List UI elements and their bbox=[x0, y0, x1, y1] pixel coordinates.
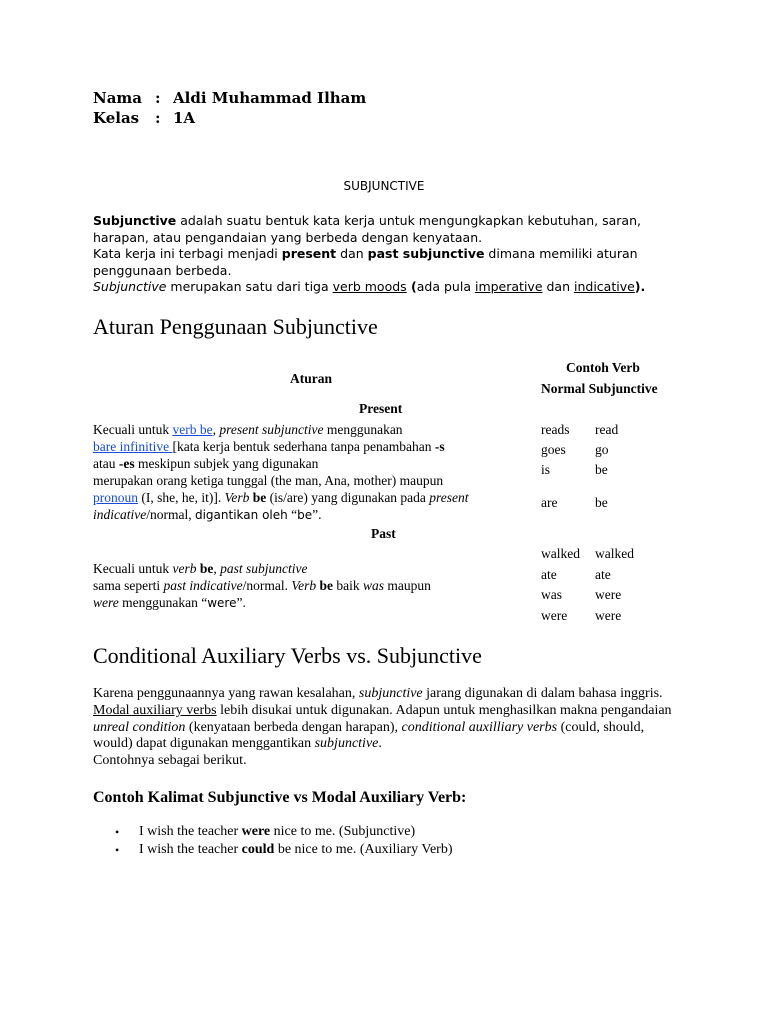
intro-section bbox=[93, 213, 683, 296]
bullet-icon: • bbox=[115, 825, 120, 839]
paren: ). bbox=[634, 279, 646, 295]
text: menggunakan “ bbox=[118, 595, 208, 610]
intro-term: Subjunctive bbox=[93, 213, 177, 228]
verb-row bbox=[541, 546, 661, 564]
text: Kecuali untuk bbox=[93, 422, 173, 437]
verb-normal: are bbox=[541, 495, 558, 510]
kelas-separator: : bbox=[155, 109, 161, 127]
text: merupakan orang ketiga tunggal (the man, Ana, mother) maupun bbox=[93, 473, 444, 488]
paren: ( bbox=[406, 279, 417, 295]
text: were bbox=[207, 596, 237, 610]
text: Kecuali untuk bbox=[93, 561, 173, 576]
examples-heading: Contoh Kalimat Subjunctive vs Modal Auxiliary Verb: bbox=[93, 789, 467, 806]
bullet-icon: • bbox=[115, 843, 120, 857]
text: present subjunctive bbox=[219, 422, 324, 437]
text: dimana memiliki aturan penggunaan berbeda. bbox=[93, 246, 638, 278]
text: ”. bbox=[236, 595, 246, 610]
verb-normal: was bbox=[541, 587, 562, 602]
text: (could, should, would) dapat digunakan menggantikan bbox=[93, 719, 645, 752]
conditional-paragraph bbox=[93, 686, 683, 770]
verb-row bbox=[541, 422, 661, 440]
text: I wish the teacher bbox=[139, 842, 242, 857]
link-verb-be[interactable]: verb be bbox=[172, 422, 213, 437]
verb-subjunctive: be bbox=[595, 462, 608, 477]
text: Verb bbox=[291, 578, 317, 593]
verb-normal: is bbox=[541, 462, 551, 477]
col-header-contoh-verb: Contoh Verb bbox=[566, 360, 640, 375]
text: subjunctive bbox=[358, 686, 423, 701]
nama-separator: : bbox=[155, 89, 161, 107]
text: /normal. bbox=[242, 578, 292, 593]
text: jarang digunakan di dalam bahasa inggris. bbox=[422, 686, 663, 701]
verb-subjunctive: ate bbox=[595, 567, 611, 582]
text: past indicative bbox=[163, 578, 243, 593]
term-indicative: indicative bbox=[573, 279, 635, 295]
text: be bbox=[319, 578, 333, 593]
text: be bbox=[297, 508, 313, 522]
text: be bbox=[199, 561, 214, 576]
text: ”. bbox=[312, 507, 322, 522]
present-rule bbox=[93, 421, 533, 524]
text: could bbox=[241, 842, 275, 857]
text: , bbox=[212, 422, 220, 437]
past-rule bbox=[93, 560, 533, 612]
document-title: SUBJUNCTIVE bbox=[343, 179, 425, 193]
intro-paragraph-2 bbox=[93, 246, 683, 279]
verb-normal: goes bbox=[541, 442, 566, 457]
text: lebih disukai untuk digunakan. Adapun untuk menghasilkan makna pengandaian bbox=[216, 702, 672, 718]
kelas-line bbox=[93, 108, 366, 128]
term-imperative: imperative bbox=[474, 279, 543, 295]
verb-row bbox=[541, 587, 661, 605]
text: were bbox=[241, 824, 271, 839]
text: ada pula bbox=[416, 279, 475, 295]
text: Contohnya sebagai berikut. bbox=[93, 753, 247, 769]
link-bare-infinitive[interactable]: bare infinitive bbox=[93, 439, 173, 454]
verb-normal: walked bbox=[541, 546, 580, 561]
intro-text: adalah suatu bentuk kata kerja untuk mengungkapkan kebutuhan, saran, harapan, atau pengandaian yang berbeda dengan kenyataan. bbox=[93, 213, 641, 245]
text: , bbox=[213, 561, 221, 576]
verb-row bbox=[541, 608, 661, 626]
term-subjunctive: Subjunctive bbox=[93, 279, 167, 295]
text: (kenyataan berbeda dengan harapan), bbox=[185, 719, 402, 735]
text: atau bbox=[93, 456, 119, 471]
text: I wish the teacher bbox=[139, 824, 242, 839]
verb-subjunctive: were bbox=[595, 587, 622, 602]
nama-line bbox=[93, 88, 366, 108]
text: baik bbox=[332, 578, 363, 593]
list-item bbox=[115, 823, 453, 841]
text: meskipun subjek yang digunakan bbox=[134, 456, 319, 471]
nama-value: Aldi Muhammad Ilham bbox=[173, 89, 367, 107]
text: -es bbox=[118, 456, 135, 471]
text: were bbox=[93, 595, 119, 610]
verb-subjunctive: go bbox=[595, 442, 609, 457]
verb-row bbox=[541, 567, 661, 585]
kelas-label: Kelas bbox=[93, 109, 140, 127]
text: menggunakan bbox=[323, 422, 403, 437]
verb-subjunctive: be bbox=[595, 495, 608, 510]
example-list bbox=[115, 823, 453, 859]
term-modal-auxiliary-verbs: Modal auxiliary verbs bbox=[93, 702, 217, 718]
text: Kata kerja ini terbagi menjadi bbox=[93, 246, 282, 262]
text: (is/are) yang digunakan pada bbox=[266, 490, 430, 505]
text: maupun bbox=[383, 578, 431, 593]
verb-row bbox=[541, 442, 661, 460]
section-heading-conditional: Conditional Auxiliary Verbs vs. Subjunctive bbox=[93, 643, 482, 668]
row-label-past: Past bbox=[371, 526, 396, 541]
section-heading-aturan: Aturan Penggunaan Subjunctive bbox=[93, 314, 378, 339]
col-header-aturan: Aturan bbox=[290, 371, 333, 386]
text: past subjunctive bbox=[220, 561, 308, 576]
text: “ bbox=[287, 507, 298, 522]
text: [kata kerja bentuk sederhana tanpa penambahan bbox=[172, 439, 435, 454]
text: Karena penggunaannya yang rawan kesalahan, bbox=[93, 686, 359, 701]
text: /normal, bbox=[146, 507, 195, 522]
student-header bbox=[93, 88, 366, 128]
text: conditional auxilliary verbs bbox=[401, 719, 558, 735]
verb-normal: were bbox=[541, 608, 568, 623]
text: be bbox=[252, 490, 267, 505]
text: -s bbox=[434, 439, 445, 454]
text: nice to me. (Subjunctive) bbox=[270, 824, 416, 839]
verb-normal: reads bbox=[541, 422, 570, 437]
text: dan bbox=[336, 246, 368, 262]
text: sama seperti bbox=[93, 578, 164, 593]
row-label-present: Present bbox=[359, 401, 403, 416]
verb-subjunctive: were bbox=[595, 608, 622, 623]
link-pronoun[interactable]: pronoun bbox=[93, 490, 138, 505]
kelas-value: 1A bbox=[173, 109, 196, 127]
text: . bbox=[378, 736, 382, 752]
text: (I, she, he, it)]. bbox=[138, 490, 225, 505]
term-past-subjunctive: past subjunctive bbox=[367, 246, 485, 262]
text: digantikan oleh bbox=[194, 508, 288, 522]
text: merupakan satu dari tiga bbox=[166, 279, 333, 295]
verb-subjunctive: walked bbox=[595, 546, 634, 561]
verb-normal: ate bbox=[541, 567, 557, 582]
verb-row bbox=[541, 495, 661, 513]
text: verb bbox=[172, 561, 197, 576]
term-present: present bbox=[281, 246, 337, 262]
text: Verb bbox=[224, 490, 250, 505]
text: was bbox=[362, 578, 384, 593]
nama-label: Nama bbox=[93, 89, 143, 107]
text: unreal condition bbox=[93, 719, 186, 735]
verb-subjunctive: read bbox=[595, 422, 619, 437]
text: be nice to me. (Auxiliary Verb) bbox=[274, 842, 453, 857]
intro-paragraph-3 bbox=[93, 279, 683, 296]
text: subjunctive bbox=[314, 736, 379, 752]
text: present bbox=[429, 490, 469, 505]
text: indicative bbox=[93, 507, 147, 522]
term-verb-moods: verb moods bbox=[332, 279, 407, 295]
col-header-normal-subjunctive: Normal Subjunctive bbox=[541, 381, 658, 396]
verb-row bbox=[541, 462, 661, 480]
list-item bbox=[115, 841, 453, 859]
intro-paragraph-1 bbox=[93, 213, 683, 246]
text: dan bbox=[542, 279, 574, 295]
